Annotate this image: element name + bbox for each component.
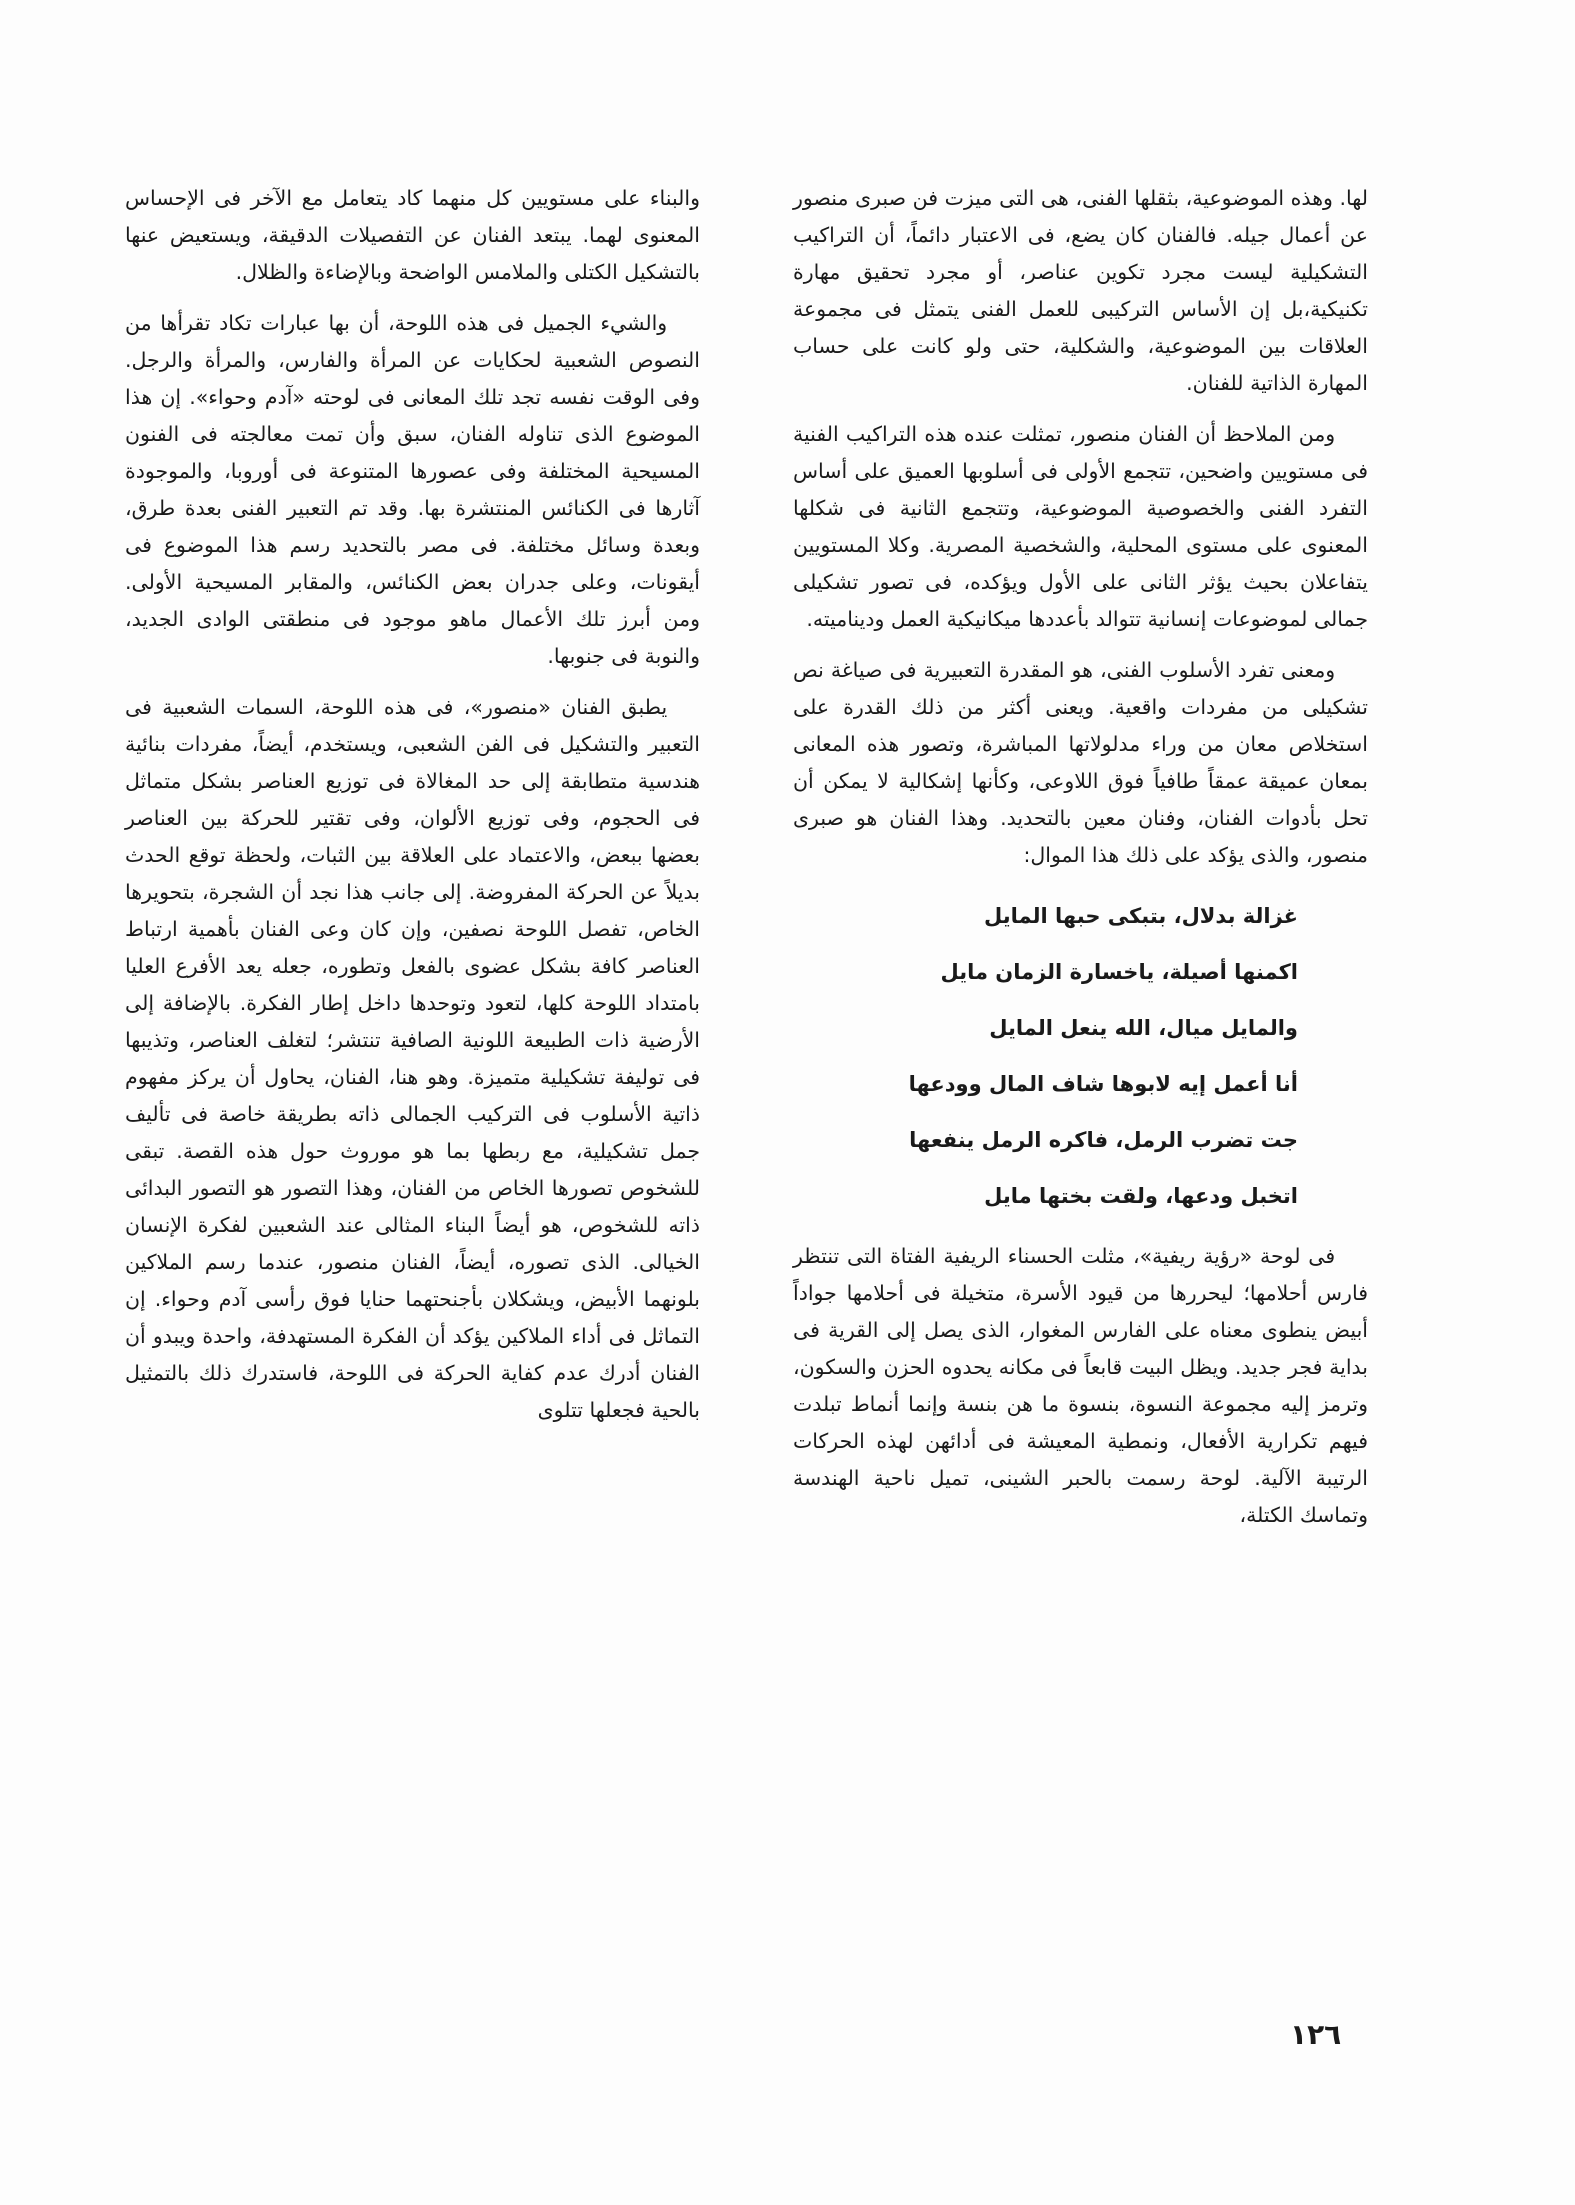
mawwal-poem xyxy=(793,888,1298,1224)
paragraph: ومن الملاحظ أن الفنان منصور، تمثلت عنده هذه التراكيب الفنية فى مستويين واضحين، تتجمع الأولى فى أسلوبها العميق على أساس التفرد الفنى والخصوصية الموضوعية، وتتجمع الثانية فى شكلها المعنوى على مستوى المحلية، والشخصية المصرية. وكلا المستويين يتفاعلان بحيث يؤثر الثانى على الأول ويؤكده، فى تصور تشكيلى جمالى لموضوعات إنسانية تتوالد بأعددها ميكانيكية العمل وديناميته. xyxy=(793,422,1368,631)
paragraph: والشيء الجميل فى هذه اللوحة، أن بها عبارات تكاد تقرأها من النصوص الشعبية لحكايات عن المرأة والفارس، والمرأة والرجل. وفى الوقت نفسه تجد تلك المعانى فى لوحته «آدم وحواء». إن هذا الموضوع الذى تناوله الفنان، سبق وأن تمت معالجته فى الفنون المسيحية المختلفة وفى عصورها المتنوعة فى أوروبا، والموجودة آثارها فى الكنائس المنتشرة بها. وقد تم التعبير الفنى بعدة طرق، وبعدة وسائل مختلفة. فى مصر بالتحديد رسم هذا الموضوع فى أيقونات، وعلى جدران بعض الكنائس، والمقابر المسيحية الأولى. ومن أبرز تلك الأعمال ماهو موجود فى منطقتى الوادى الجديد، والنوبة فى جنوبها. xyxy=(125,311,700,668)
left-text-column xyxy=(125,180,700,1443)
poem-line: غزالة بدلال، بتبكى حبها المايل xyxy=(984,904,1298,928)
right-text-column xyxy=(793,180,1368,1548)
poem-line: والمايل ميال، الله ينعل المايل xyxy=(989,1016,1298,1040)
poem-line: جت تضرب الرمل، فاكره الرمل ينفعها xyxy=(909,1128,1298,1152)
page-number: ١٢٦ xyxy=(1290,2018,1342,2051)
paragraph: فى لوحة «رؤية ريفية»، مثلت الحسناء الريفية الفتاة التى تنتظر فارس أحلامها؛ ليحررها من قيود الأسرة، متخيلة فى أحلامها جواداً أبيض ينطوى معناه على الفارس المغوار، الذى يصل إلى القرية فى بداية فجر جديد. ويظل البيت قابعاً فى مكانه يحدوه الحزن والسكون، وترمز إليه مجموعة النسوة، بنسوة ما هن بنسة وإنما أنماط تبلدت فيهم تكرارية الأفعال، ونمطية المعيشة فى أدائهن لهذه الحركات الرتيبة الآلية. لوحة رسمت بالحبر الشينى، تميل ناحية الهندسة وتماسك الكتلة، xyxy=(793,1244,1368,1527)
paragraph: لها. وهذه الموضوعية، بثقلها الفنى، هى التى ميزت فن صبرى منصور عن أعمال جيله. فالفنان كان يضع، فى الاعتبار دائماً، أن التراكيب التشكيلية ليست مجرد تكوين عناصر، أو مجرد تحقيق مهارة تكنيكية،بل إن الأساس التركيبى للعمل الفنى يتمثل فى مجموعة العلاقات بين الموضوعية، والشكلية، حتى ولو كانت على حساب المهارة الذاتية للفنان. xyxy=(793,186,1368,395)
poem-line: أنا أعمل إيه لابوها شاف المال وودعها xyxy=(908,1072,1298,1096)
poem-line: اتخبل ودعها، ولقت بختها مايل xyxy=(984,1184,1298,1208)
paragraph: والبناء على مستويين كل منهما كاد يتعامل مع الآخر فى الإحساس المعنوى لهما. يبتعد الفنان عن التفصيلات الدقيقة، ويستعيض عنها بالتشكيل الكتلى والملامس الواضحة وبالإضاءة والظلال. xyxy=(125,186,700,284)
paragraph: يطبق الفنان «منصور»، فى هذه اللوحة، السمات الشعبية فى التعبير والتشكيل فى الفن الشعبى، ويستخدم، أيضاً، مفردات بنائية هندسية متطابقة إلى حد المغالاة فى توزيع العناصر بشكل متماثل فى الحجوم، وفى توزيع الألوان، وفى تقتير للحركة بين العناصر بعضها ببعض، والاعتماد على العلاقة بين الثبات، ولحظة توقع الحدث بديلاً عن الحركة المفروضة. إلى جانب هذا نجد أن الشجرة، بتحويرها الخاص، تفصل اللوحة نصفين، وإن كان وعى الفنان بأهمية ارتباط العناصر كافة بشكل عضوى بالفعل وتطوره، جعله يعد الأفرع العليا بامتداد اللوحة كلها، لتعود وتوحدها داخل إطار الفكرة. بالإضافة إلى الأرضية ذات الطبيعة اللونية الصافية تنتشر؛ لتغلف العناصر، وتذيبها فى توليفة تشكيلية متميزة. وهو هنا، الفنان، يحاول أن يركز مفهوم ذاتية الأسلوب فى التركيب الجمالى ذاته بطريقة خاصة فى تأليف جمل تشكيلية، مع ربطها بما هو موروث حول هذه القصة. تبقى للشخوص تصورها الخاص من الفنان، وهذا التصور هو التصور البدائى ذاته للشخوص، هو أيضاً البناء المثالى عند الشعبين لفكرة الإنسان الخيالى. الذى تصوره، أيضاً، الفنان منصور، عندما رسم الملاكين بلونهما الأبيض، ويشكلان بأجنحتهما حنايا فوق رأسى آدم وحواء. إن التماثل فى أداء الملاكين يؤكد أن الفكرة المستهدفة، واحدة ويبدو أن الفنان أدرك عدم كفاية الحركة فى اللوحة، فاستدرك ذلك بالتمثيل بالحية فجعلها تتلوى xyxy=(125,695,700,1422)
poem-line: اكمنها أصيلة، ياخسارة الزمان مايل xyxy=(940,960,1298,984)
paragraph: ومعنى تفرد الأسلوب الفنى، هو المقدرة التعبيرية فى صياغة نص تشكيلى من مفردات واقعية. ويعنى أكثر من ذلك القدرة على استخلاص معان من وراء مدلولاتها المباشرة، وتصور هذه المعانى بمعان عميقة عمقاً طافياً فوق اللاوعى، وكأنها إشكالية لا يمكن أن تحل بأدوات الفنان، وفنان معين بالتحديد. وهذا الفنان هو صبرى منصور، والذى يؤكد على ذلك هذا الموال: xyxy=(793,658,1368,867)
